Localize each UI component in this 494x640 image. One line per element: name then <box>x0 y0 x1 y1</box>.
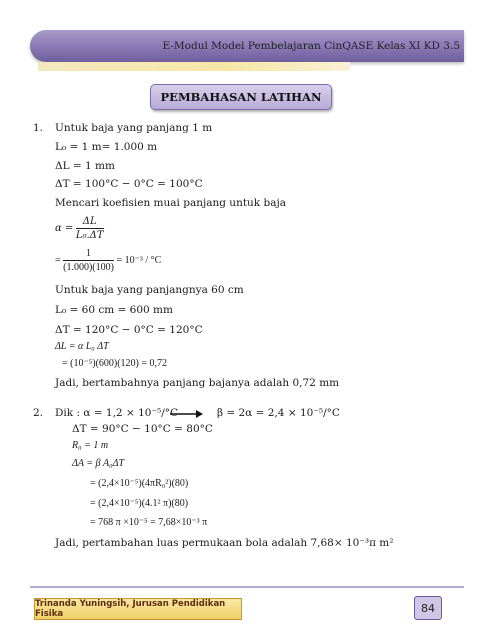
q1-dt: ΔT = 100°C − 0°C = 100°C <box>55 178 203 190</box>
page-number: 84 <box>421 601 435 615</box>
q1-dtb: ΔT = 120°C − 0°C = 120°C <box>55 324 203 336</box>
q1-conclusion: Jadi, bertambahnya panjang bajanya adalah 0,72 mm <box>55 377 340 389</box>
q1-alpha-lhs: α = <box>55 222 74 234</box>
q1-intro2: Untuk baja yang panjangnya 60 cm <box>55 284 244 296</box>
q1-alpha-num: ΔL <box>76 216 104 229</box>
q2-r0: R₀ = 1 m <box>72 440 109 451</box>
q1-alpha-formula <box>55 216 104 241</box>
q1-intro: Untuk baja yang panjang 1 m <box>55 122 213 134</box>
page-number-box <box>414 596 442 620</box>
q1-dl-formula: ΔL = α L₀ ΔT <box>55 341 109 352</box>
q1-calc <box>55 248 161 273</box>
q2-number: 2. <box>33 407 44 419</box>
q1-number: 1. <box>33 122 44 134</box>
q1-l0: L₀ = 1 m= 1.000 m <box>55 141 158 153</box>
q2-step3: = 768 π ×10⁻⁵ = 7,68×10⁻³ π <box>90 517 208 528</box>
arrow-right-icon <box>168 408 204 420</box>
header-stripe <box>38 62 350 71</box>
q1-dl: ΔL = 1 mm <box>55 160 115 172</box>
q2-conclusion: Jadi, pertambahan luas permukaan bola adalah 7,68× 10⁻³π m² <box>55 537 394 549</box>
q1-alpha-fraction <box>76 216 104 241</box>
footer-author: Trinanda Yuningsih, Jurusan Pendidikan Fisika <box>35 599 226 619</box>
q2-dt: ΔT = 90°C − 10°C = 80°C <box>72 423 213 435</box>
q1-calc-den: (1.000)(100) <box>63 262 114 273</box>
q1-alpha-den: L₀.ΔT <box>75 230 104 241</box>
section-title-box <box>150 84 332 110</box>
q2-given-beta: β = 2α = 2,4 × 10⁻⁵/°C <box>217 407 340 419</box>
footer-divider <box>30 586 464 588</box>
q2-step2: = (2,4×10⁻⁵)(4.1² π)(80) <box>90 498 189 509</box>
q2-da-formula: ΔA = β A₀ΔT <box>72 458 125 469</box>
q1-calc-num: 1 <box>63 248 114 261</box>
q1-calc-eq: = <box>55 254 61 266</box>
section-title: PEMBAHASAN LATIHAN <box>160 90 322 104</box>
footer-author-box <box>34 598 242 620</box>
q2-given-alpha: Dik : α = 1,2 × 10⁻⁵/°C <box>55 407 179 419</box>
q1-l0b: L₀ = 60 cm = 600 mm <box>55 304 173 316</box>
q1-coef-intro: Mencari koefisien muai panjang untuk baja <box>55 197 287 209</box>
q1-calc-res: = 10⁻³ / °C <box>116 254 162 266</box>
q1-dl-calc: = (10⁻⁵)(600)(120) = 0,72 <box>62 358 168 369</box>
q2-step1: = (2,4×10⁻⁵)(4πR₀²)(80) <box>90 478 189 489</box>
header-title: E-Modul Model Pembelajaran CinQASE Kelas XI KD 3.5 <box>162 40 460 52</box>
q1-calc-fraction <box>63 248 114 273</box>
